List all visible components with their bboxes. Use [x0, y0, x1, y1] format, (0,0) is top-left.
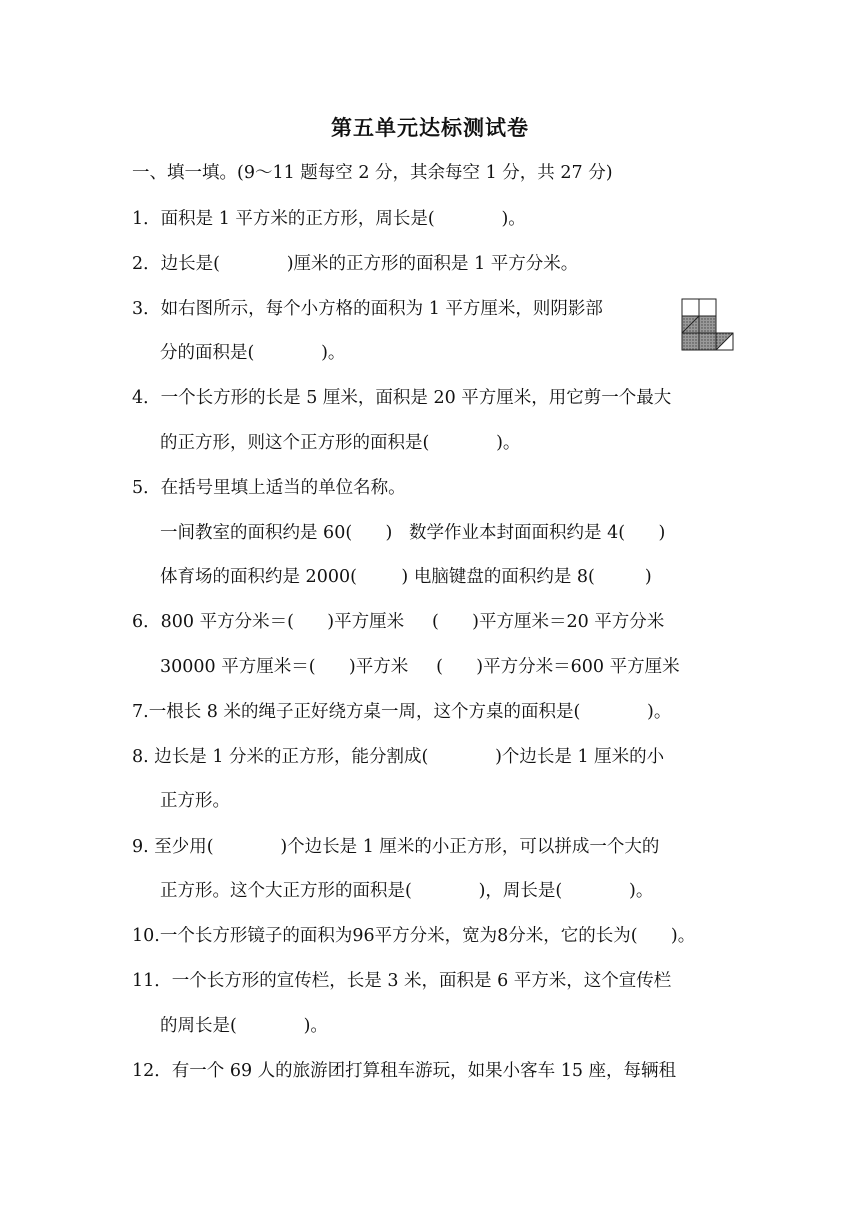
question-10: 10.一个长方形镜子的面积为96平方分米，宽为8分米，它的长为( )。 — [132, 926, 696, 946]
question-5-row-1: 一间教室的面积约是 60( ) 数学作业本封面面积约是 4( ) — [160, 523, 666, 543]
question-3-line-2: 分的面积是( )。 — [160, 343, 346, 363]
question-3-line-1: 3．如右图所示，每个小方格的面积为 1 平方厘米，则阴影部 — [132, 299, 603, 319]
question-12: 12．有一个 69 人的旅游团打算租车游玩，如果小客车 15 座，每辆租 — [132, 1061, 677, 1081]
question-9-line-1: 9. 至少用( )个边长是 1 厘米的小正方形，可以拼成一个大的 — [132, 837, 660, 857]
question-11-line-1: 11．一个长方形的宣传栏，长是 3 米，面积是 6 平方米，这个宣传栏 — [132, 971, 672, 991]
question-1: 1．面积是 1 平方米的正方形，周长是( )。 — [132, 209, 526, 229]
question-7: 7.一根长 8 米的绳子正好绕方桌一周，这个方桌的面积是( )。 — [132, 702, 672, 722]
question-5: 5．在括号里填上适当的单位名称。 — [132, 478, 406, 498]
question-6-row-1: 6．800 平方分米＝( )平方厘米 ( )平方厘米＝20 平方分米 — [132, 612, 665, 632]
question-8-line-2: 正方形。 — [160, 791, 230, 811]
question-8-line-1: 8. 边长是 1 分米的正方形，能分割成( )个边长是 1 厘米的小 — [132, 747, 665, 767]
question-4-line-2: 的正方形，则这个正方形的面积是( )。 — [160, 433, 521, 453]
question-2: 2．边长是( )厘米的正方形的面积是 1 平方分米。 — [132, 254, 579, 274]
question-9-line-2: 正方形。这个大正方形的面积是( )，周长是( )。 — [160, 881, 654, 901]
question-11-line-2: 的周长是( )。 — [160, 1016, 328, 1036]
section-heading: 一、填一填。(9～11 题每空 2 分，其余每空 1 分，共 27 分) — [132, 163, 613, 183]
question-5-row-2: 体育场的面积约是 2000( ) 电脑键盘的面积约是 8( ) — [160, 567, 652, 587]
question-4-line-1: 4．一个长方形的长是 5 厘米，面积是 20 平方厘米，用它剪一个最大 — [132, 388, 672, 408]
shaded-grid-figure-icon — [680, 297, 734, 351]
question-6-row-2: 30000 平方厘米＝( )平方米 ( )平方分米＝600 平方厘米 — [160, 657, 680, 677]
page-title: 第五单元达标测试卷 — [331, 116, 529, 140]
